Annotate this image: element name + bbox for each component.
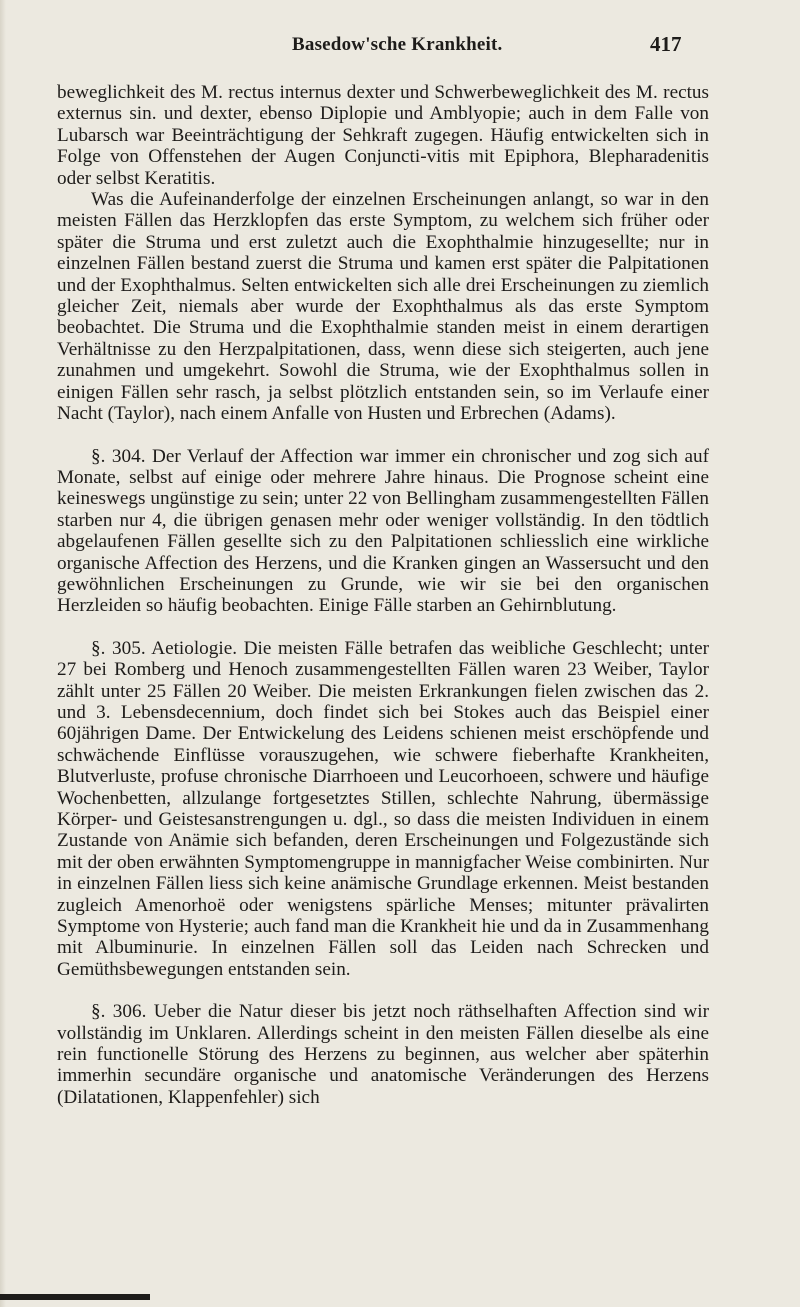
bottom-edge-bar	[0, 1294, 150, 1300]
body-text	[57, 82, 709, 1108]
running-head: Basedow'sche Krankheit.	[292, 34, 503, 55]
page-number: 417	[650, 32, 682, 56]
paragraph-section-306: §. 306. Ueber die Natur dieser bis jetzt noch räthselhaften Affection sind wir vollständig im Unklaren. Allerdings scheint in den meisten Fällen dieselbe als eine rein functionelle Störung des Herzens zu beginnen, aus welcher aber späterhin immerhin secundäre organische und anatomische Veränderungen des Herzens (Dilatationen, Klappenfehler) sich	[57, 1001, 709, 1108]
paragraph-1: beweglichkeit des M. rectus internus dexter und Schwerbeweglichkeit des M. rectus externus sin. und dexter, ebenso Diplopie und Amblyopie; auch in dem Falle von Lubarsch war Beeinträchtigung der Sehkraft zugegen. Häufig entwickelten sich in Folge von Offenstehen der Augen Conjuncti-vitis mit Epiphora, Blepharadenitis oder selbst Keratitis.	[57, 82, 709, 189]
page-header	[0, 34, 800, 64]
paragraph-section-304: §. 304. Der Verlauf der Affection war immer ein chronischer und zog sich auf Monate, selbst auf einige oder mehrere Jahre hinaus. Die Prognose scheint eine keineswegs ungünstige zu sein; unter 22 von Bellingham zusammengestellten Fällen starben nur 4, die übrigen genasen mehr oder weniger vollständig. In den tödtlich abgelaufenen Fällen gesellte sich zu den Palpitationen schliesslich eine wirkliche organische Affection des Herzens, und die Kranken gingen an Wassersucht und den gewöhnlichen Erscheinungen zu Grunde, wie wir sie bei den organischen Herzleiden so häufig beobachten. Einige Fälle starben an Gehirnblutung.	[57, 445, 709, 617]
page-edge-shadow	[0, 0, 6, 1307]
paragraph-section-305: §. 305. Aetiologie. Die meisten Fälle betrafen das weibliche Geschlecht; unter 27 bei Romberg und Henoch zusammengestellten Fällen waren 23 Weiber, Taylor zählt unter 25 Fällen 20 Weiber. Die meisten Erkrankungen fielen zwischen das 2. und 3. Lebensdecennium, doch findet sich bei Stokes auch das Beispiel einer 60jährigen Dame. Der Entwickelung des Leidens schienen meist erschöpfende und schwächende Einflüsse vorauszugehen, wie schwere fieberhafte Krankheiten, Blutverluste, profuse chronische Diarrhoeen und Leucorhoeen, schwere und häufige Wochenbetten, allzulange fortgesetztes Stillen, schlechte Nahrung, übermässige Körper- und Geistesanstrengungen u. dgl., so dass die meisten Individuen in einem Zustande von Anämie sich befanden, deren Erscheinungen und Folgezustände sich mit der oben erwähnten Symptomengruppe in mannigfacher Weise combinirten. Nur in einzelnen Fällen liess sich keine anämische Grundlage erkennen. Meist bestanden zugleich Amenorhoë oder wenigstens spärliche Menses; mitunter prävalirten Symptome von Hysterie; auch fand man die Krankheit hie und da in Zusammenhang mit Albuminurie. In einzelnen Fällen soll das Leiden nach Schrecken und Gemüthsbewegungen entstanden sein.	[57, 637, 709, 980]
paragraph-2: Was die Aufeinanderfolge der einzelnen Erscheinungen anlangt, so war in den meisten Fällen das Herzklopfen das erste Symptom, zu welchem sich früher oder später die Struma und erst zuletzt auch die Exophthalmie hinzugesellte; nur in einzelnen Fällen bestand zuerst die Struma und kamen erst später die Palpitationen und der Exophthalmus. Selten entwickelten sich alle drei Erscheinungen zu ziemlich gleicher Zeit, niemals aber wurde der Exophthalmus als das erste Symptom beobachtet. Die Struma und die Exophthalmie standen meist in einem derartigen Verhältnisse zu den Herzpalpitationen, dass, wenn diese sich steigerten, auch jene zunahmen und umgekehrt. Sowohl die Struma, wie der Exophthalmus sollen in einigen Fällen sehr rasch, ja selbst plötzlich entstanden sein, so im Verlaufe einer Nacht (Taylor), nach einem Anfalle von Husten und Erbrechen (Adams).	[57, 189, 709, 425]
